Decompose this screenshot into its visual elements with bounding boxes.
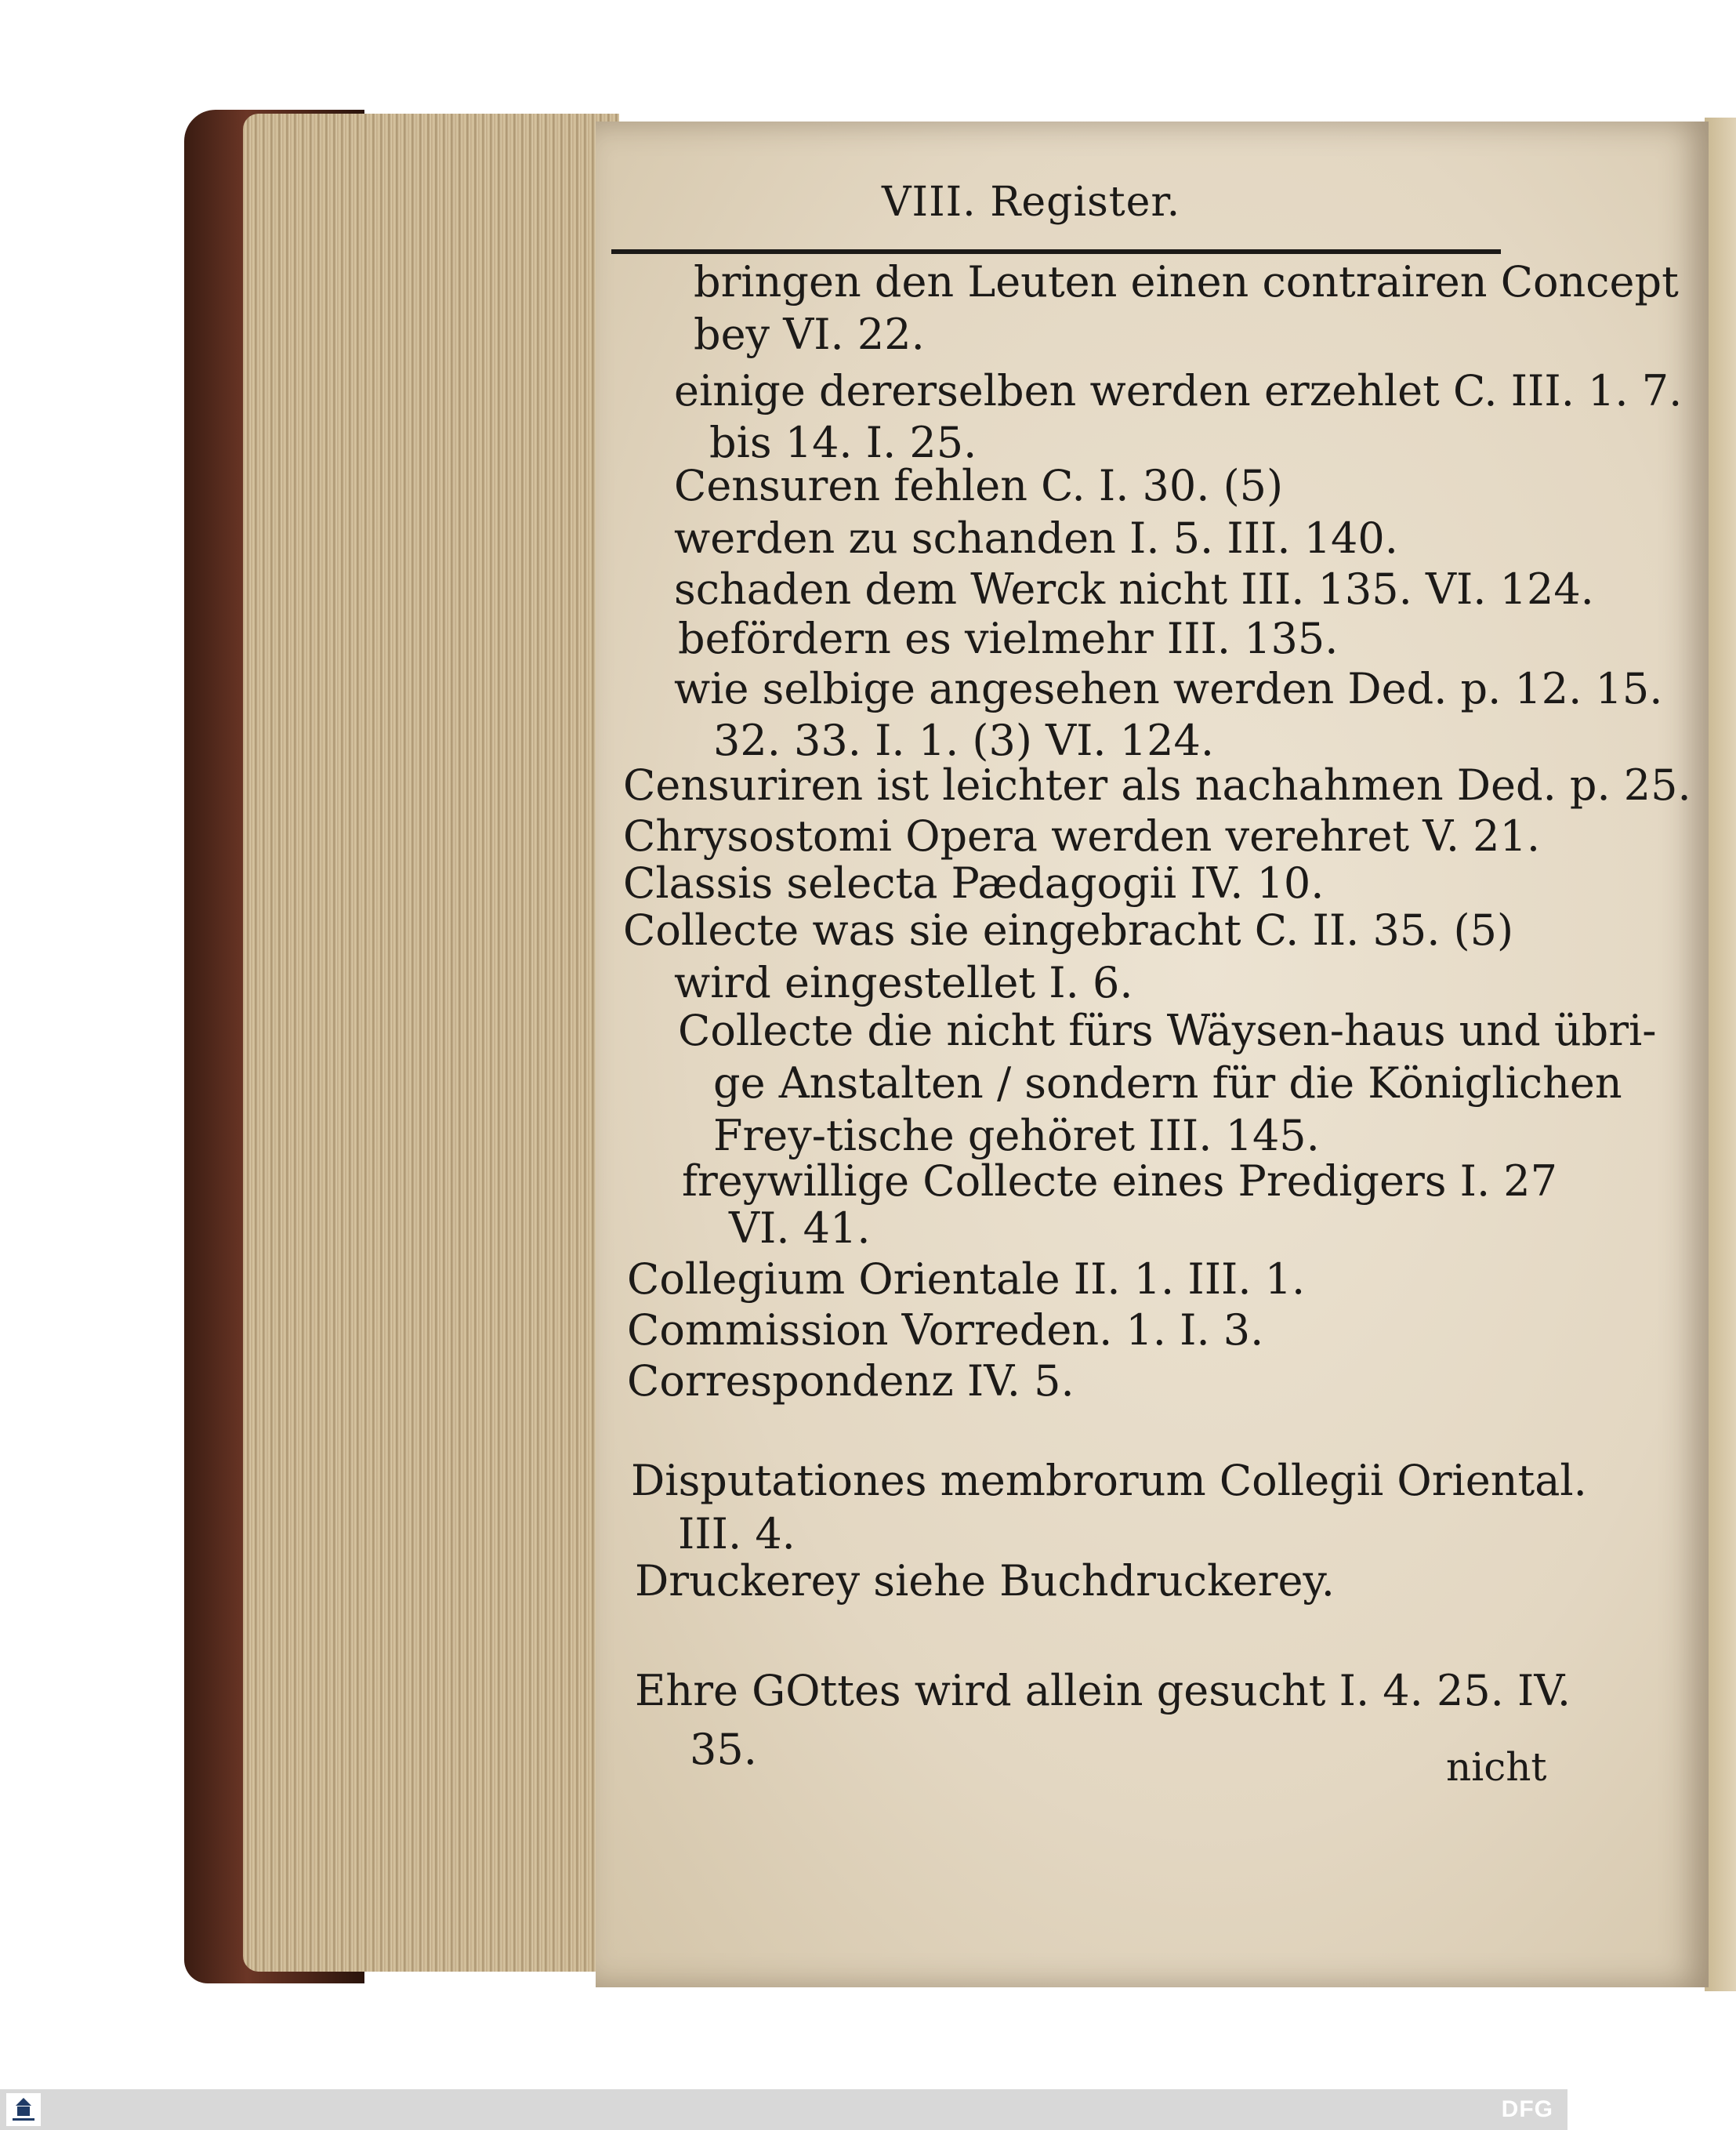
index-line: einige dererselben werden erzehlet C. III. 1. 7. (674, 366, 1683, 415)
index-line: befördern es vielmehr III. 135. (678, 614, 1339, 663)
index-line: Collegium Orientale II. 1. III. 1. (627, 1254, 1306, 1304)
head-rule (611, 249, 1501, 254)
index-line: Classis selecta Pædagogii IV. 10. (623, 858, 1325, 908)
index-line: wird eingestellet I. 6. (674, 958, 1133, 1007)
index-line: wie selbige angesehen werden Ded. p. 12. 15. (674, 664, 1663, 713)
index-line: 32. 33. I. 1. (3) VI. 124. (713, 716, 1214, 765)
index-line: Censuren fehlen C. I. 30. (5) (674, 461, 1284, 510)
index-line: freywillige Collecte eines Predigers I. 27 (682, 1156, 1558, 1206)
index-line: Disputationes membrorum Collegii Oriental. (631, 1456, 1587, 1505)
index-line: schaden dem Werck nicht III. 135. VI. 124. (674, 564, 1594, 614)
page-block-edge (243, 114, 619, 1972)
index-line: bis 14. I. 25. (709, 418, 977, 467)
index-line: 35. (690, 1725, 757, 1774)
catchword: nicht (1446, 1744, 1547, 1790)
index-line: Collecte die nicht fürs Wäysen-haus und übri- (678, 1006, 1657, 1055)
viewer-footer-bar (0, 2089, 1567, 2130)
library-logo-icon (6, 2093, 41, 2126)
index-line: Chrysostomi Opera werden verehret V. 21. (623, 811, 1541, 861)
index-line: ge Anstalten / sondern für die Königlichen (713, 1058, 1622, 1108)
index-line: Censuriren ist leichter als nachahmen Ded. p. 25. (623, 760, 1691, 810)
index-line: werden zu schanden I. 5. III. 140. (674, 513, 1398, 563)
dfg-logo: DFG (1501, 2096, 1553, 2122)
running-head: VIII. Register. (882, 179, 1181, 226)
index-line: III. 4. (678, 1509, 796, 1558)
index-line: Commission Vorreden. 1. I. 3. (627, 1305, 1264, 1355)
index-line: Correspondenz IV. 5. (627, 1356, 1075, 1406)
index-line: Ehre GOttes wird allein gesucht I. 4. 25. IV. (635, 1666, 1571, 1715)
index-line: Collecte was sie eingebracht C. II. 35. (5) (623, 905, 1514, 955)
index-line: Frey-tische gehöret III. 145. (713, 1111, 1320, 1160)
index-line: bey VI. 22. (694, 310, 925, 359)
facing-page-edge (1705, 118, 1736, 1991)
index-line: VI. 41. (729, 1203, 871, 1253)
index-line: Druckerey siehe Buchdruckerey. (635, 1556, 1335, 1606)
index-line: bringen den Leuten einen contrairen Concept (694, 257, 1679, 307)
